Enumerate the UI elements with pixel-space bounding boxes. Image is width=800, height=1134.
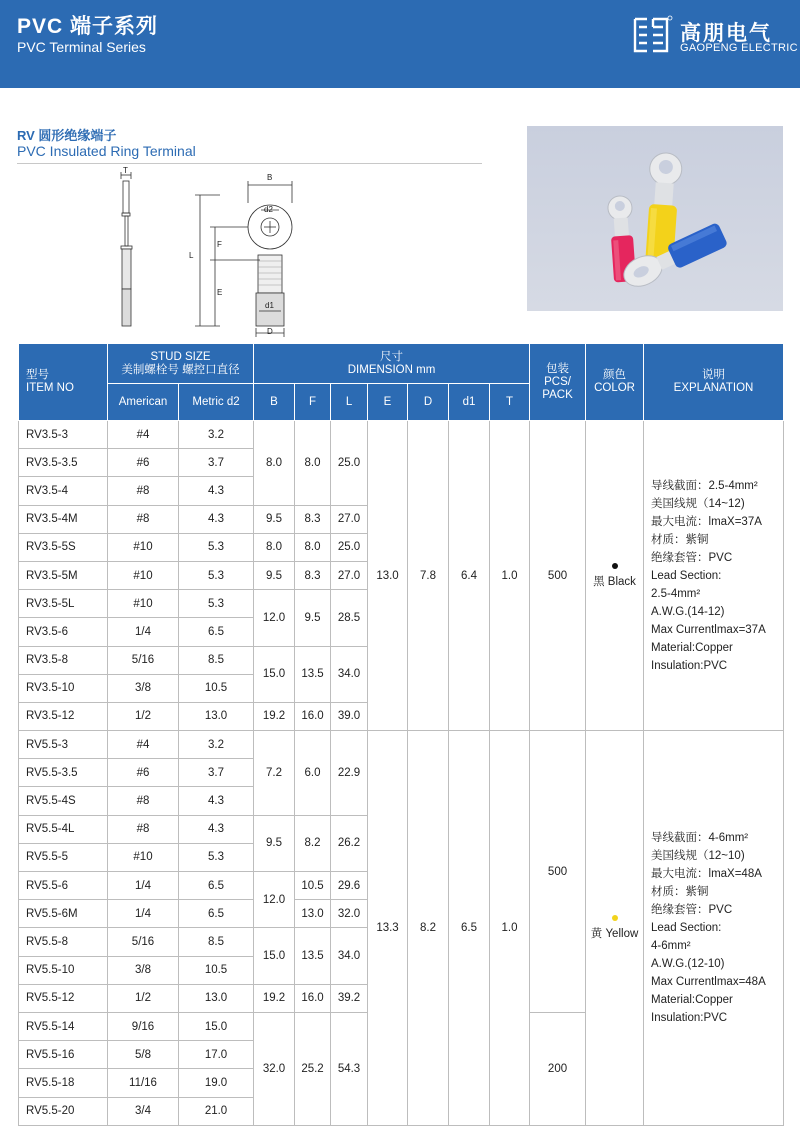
- table-cell: 5/8: [108, 1041, 179, 1069]
- table-cell: 19.0: [179, 1069, 254, 1097]
- table-cell: 8.0: [295, 421, 331, 506]
- table-cell: 3/8: [108, 674, 179, 702]
- item-no-cell: RV5.5-14: [19, 1012, 108, 1040]
- group1-E: 13.0: [368, 421, 408, 731]
- table-cell: 9.5: [254, 505, 295, 533]
- item-no-cell: RV5.5-16: [19, 1041, 108, 1069]
- table-cell: 10.5: [179, 674, 254, 702]
- table-cell: 12.0: [254, 872, 295, 928]
- table-cell: 1/4: [108, 900, 179, 928]
- gaopeng-logo-icon: [631, 15, 673, 55]
- table-cell: 1/4: [108, 618, 179, 646]
- item-no-cell: RV3.5-5M: [19, 561, 108, 589]
- group2-D: 8.2: [408, 731, 449, 1126]
- table-cell: 15.0: [254, 646, 295, 702]
- item-no-cell: RV3.5-3: [19, 421, 108, 449]
- table-cell: 22.9: [331, 731, 368, 816]
- table-cell: 13.5: [295, 646, 331, 702]
- dim-label-T: T: [123, 166, 128, 175]
- group1-explanation: 导线截面：2.5-4mm² 美国线规（14~12) 最大电流：lmaX=37A 材质：紫铜 绝缘套管：PVC Lead Section: 2.5-4mm² A.W.G.(14-12) Max Currentlmax=37A Material:Copper Insulation:PVC: [644, 421, 784, 731]
- dim-label-d2: d2: [264, 205, 273, 214]
- item-no-cell: RV3.5-4: [19, 477, 108, 505]
- header-american: American: [108, 384, 179, 421]
- dim-label-F: F: [217, 240, 222, 249]
- header-L: L: [331, 384, 368, 421]
- item-no-cell: RV5.5-3: [19, 731, 108, 759]
- item-no-cell: RV5.5-8: [19, 928, 108, 956]
- group2-pack-a: 500: [530, 731, 586, 1013]
- header-B: B: [254, 384, 295, 421]
- table-cell: 12.0: [254, 590, 295, 646]
- dim-label-d1: d1: [265, 301, 274, 310]
- table-cell: #10: [108, 843, 179, 871]
- table-cell: 1/4: [108, 872, 179, 900]
- table-cell: 4.3: [179, 787, 254, 815]
- header-metric: Metric d2: [179, 384, 254, 421]
- table-cell: 7.2: [254, 731, 295, 816]
- header-pack: 包装 PCS/ PACK: [530, 344, 586, 421]
- group2-E: 13.3: [368, 731, 408, 1126]
- page-header: [0, 0, 800, 88]
- table-cell: 1/2: [108, 984, 179, 1012]
- table-cell: #10: [108, 561, 179, 589]
- table-cell: 54.3: [331, 1012, 368, 1125]
- table-cell: 5.3: [179, 533, 254, 561]
- table-cell: 13.0: [295, 900, 331, 928]
- table-cell: 6.0: [295, 731, 331, 816]
- table-cell: 4.3: [179, 815, 254, 843]
- item-no-cell: RV5.5-12: [19, 984, 108, 1012]
- table-cell: 8.2: [295, 815, 331, 871]
- item-no-cell: RV5.5-4L: [19, 815, 108, 843]
- table-cell: 13.0: [179, 984, 254, 1012]
- item-no-cell: RV5.5-3.5: [19, 759, 108, 787]
- table-cell: 34.0: [331, 928, 368, 984]
- table-row: [19, 421, 784, 449]
- table-cell: #4: [108, 731, 179, 759]
- header-title-en: PVC Terminal Series: [17, 39, 146, 55]
- table-cell: 28.5: [331, 590, 368, 646]
- header-D: D: [408, 384, 449, 421]
- ring-terminal-diagram: [100, 165, 330, 340]
- table-cell: 3.2: [179, 421, 254, 449]
- table-cell: 6.5: [179, 900, 254, 928]
- table-cell: 16.0: [295, 984, 331, 1012]
- header-explanation: 说明 EXPLANATION: [644, 344, 784, 421]
- table-cell: #8: [108, 815, 179, 843]
- header-stud-size: STUD SIZE 美制螺栓号 螺控口直径: [108, 344, 254, 384]
- table-cell: #10: [108, 533, 179, 561]
- item-no-cell: RV3.5-5S: [19, 533, 108, 561]
- table-cell: 5/16: [108, 646, 179, 674]
- group2-pack-b: 200: [530, 1012, 586, 1125]
- item-no-cell: RV5.5-18: [19, 1069, 108, 1097]
- section-title-cn: RV 圆形绝缘端子: [17, 128, 117, 143]
- yellow-color-dot: [612, 915, 618, 921]
- item-no-cell: RV5.5-5: [19, 843, 108, 871]
- table-cell: 5/16: [108, 928, 179, 956]
- table-cell: 8.3: [295, 505, 331, 533]
- table-cell: 3/4: [108, 1097, 179, 1125]
- group1-color: 黑 Black: [586, 421, 644, 731]
- table-cell: 29.6: [331, 872, 368, 900]
- table-cell: 32.0: [331, 900, 368, 928]
- group1-d1: 6.4: [449, 421, 490, 731]
- table-cell: 25.0: [331, 533, 368, 561]
- section-divider: [17, 163, 482, 164]
- table-cell: 11/16: [108, 1069, 179, 1097]
- header-F: F: [295, 384, 331, 421]
- header-dimension: 尺寸 DIMENSION mm: [254, 344, 530, 384]
- header-title-cn: PVC 端子系列: [17, 15, 159, 38]
- item-no-cell: RV3.5-10: [19, 674, 108, 702]
- table-cell: 3.7: [179, 759, 254, 787]
- table-cell: 4.3: [179, 477, 254, 505]
- table-cell: 25.2: [295, 1012, 331, 1125]
- table-cell: 9.5: [254, 815, 295, 871]
- table-cell: 3/8: [108, 956, 179, 984]
- table-cell: 8.3: [295, 561, 331, 589]
- item-no-cell: RV3.5-8: [19, 646, 108, 674]
- table-cell: 27.0: [331, 561, 368, 589]
- product-photo: [527, 126, 783, 311]
- section-title-en: PVC Insulated Ring Terminal: [17, 143, 196, 159]
- item-no-cell: RV5.5-20: [19, 1097, 108, 1125]
- group2-d1: 6.5: [449, 731, 490, 1126]
- item-no-cell: RV5.5-6: [19, 872, 108, 900]
- item-no-cell: RV3.5-4M: [19, 505, 108, 533]
- table-cell: 9.5: [254, 561, 295, 589]
- table-cell: #4: [108, 421, 179, 449]
- table-cell: 15.0: [254, 928, 295, 984]
- table-cell: #10: [108, 590, 179, 618]
- dim-label-B: B: [267, 173, 273, 182]
- black-color-dot: [612, 563, 618, 569]
- group1-D: 7.8: [408, 421, 449, 731]
- table-cell: 21.0: [179, 1097, 254, 1125]
- table-cell: 17.0: [179, 1041, 254, 1069]
- brand-name-cn: 高朋电气: [680, 22, 772, 45]
- item-no-cell: RV3.5-3.5: [19, 449, 108, 477]
- table-cell: 19.2: [254, 702, 295, 730]
- header-item-no: 型号 ITEM NO: [19, 344, 108, 421]
- table-cell: 5.3: [179, 590, 254, 618]
- table-cell: #8: [108, 787, 179, 815]
- table-cell: 8.0: [295, 533, 331, 561]
- table-cell: 3.2: [179, 731, 254, 759]
- table-cell: 4.3: [179, 505, 254, 533]
- table-cell: 5.3: [179, 561, 254, 589]
- table-cell: #6: [108, 449, 179, 477]
- table-cell: 8.5: [179, 928, 254, 956]
- table-cell: 3.7: [179, 449, 254, 477]
- header-d1: d1: [449, 384, 490, 421]
- group2-explanation: 导线截面：4-6mm² 美国线规（12~10) 最大电流：lmaX=48A 材质：紫铜 绝缘套管：PVC Lead Section: 4-6mm² A.W.G.(12-10) Max Currentlmax=48A Material:Copper Insulation:PVC: [644, 731, 784, 1126]
- table-cell: 10.5: [295, 872, 331, 900]
- table-cell: 6.5: [179, 872, 254, 900]
- table-cell: 1/2: [108, 702, 179, 730]
- item-no-cell: RV3.5-5L: [19, 590, 108, 618]
- group2-T: 1.0: [490, 731, 530, 1126]
- table-cell: 15.0: [179, 1012, 254, 1040]
- group1-pack: 500: [530, 421, 586, 731]
- header-color: 颜色 COLOR: [586, 344, 644, 421]
- item-no-cell: RV5.5-4S: [19, 787, 108, 815]
- item-no-cell: RV3.5-6: [19, 618, 108, 646]
- table-cell: 27.0: [331, 505, 368, 533]
- table-cell: 25.0: [331, 421, 368, 506]
- table-cell: 16.0: [295, 702, 331, 730]
- table-cell: 8.0: [254, 533, 295, 561]
- table-cell: 8.5: [179, 646, 254, 674]
- table-cell: 13.5: [295, 928, 331, 984]
- table-cell: #6: [108, 759, 179, 787]
- header-E: E: [368, 384, 408, 421]
- dim-label-E: E: [217, 288, 223, 297]
- table-cell: 10.5: [179, 956, 254, 984]
- group2-color: 黄 Yellow: [586, 731, 644, 1126]
- table-cell: 13.0: [179, 702, 254, 730]
- table-cell: 19.2: [254, 984, 295, 1012]
- brand-name-en: GAOPENG ELECTRIC: [680, 42, 798, 54]
- table-cell: #8: [108, 477, 179, 505]
- table-cell: 39.0: [331, 702, 368, 730]
- table-cell: 6.5: [179, 618, 254, 646]
- table-cell: 26.2: [331, 815, 368, 871]
- table-cell: 32.0: [254, 1012, 295, 1125]
- table-cell: 39.2: [331, 984, 368, 1012]
- group1-T: 1.0: [490, 421, 530, 731]
- item-no-cell: RV5.5-10: [19, 956, 108, 984]
- dim-label-L: L: [189, 251, 194, 260]
- table-cell: 8.0: [254, 421, 295, 506]
- table-cell: 5.3: [179, 843, 254, 871]
- spec-table: [18, 343, 784, 1126]
- item-no-cell: RV3.5-12: [19, 702, 108, 730]
- table-cell: 34.0: [331, 646, 368, 702]
- dim-label-D: D: [267, 327, 273, 336]
- table-cell: #8: [108, 505, 179, 533]
- table-cell: 9/16: [108, 1012, 179, 1040]
- table-cell: 9.5: [295, 590, 331, 646]
- item-no-cell: RV5.5-6M: [19, 900, 108, 928]
- header-T: T: [490, 384, 530, 421]
- table-row: [19, 731, 784, 759]
